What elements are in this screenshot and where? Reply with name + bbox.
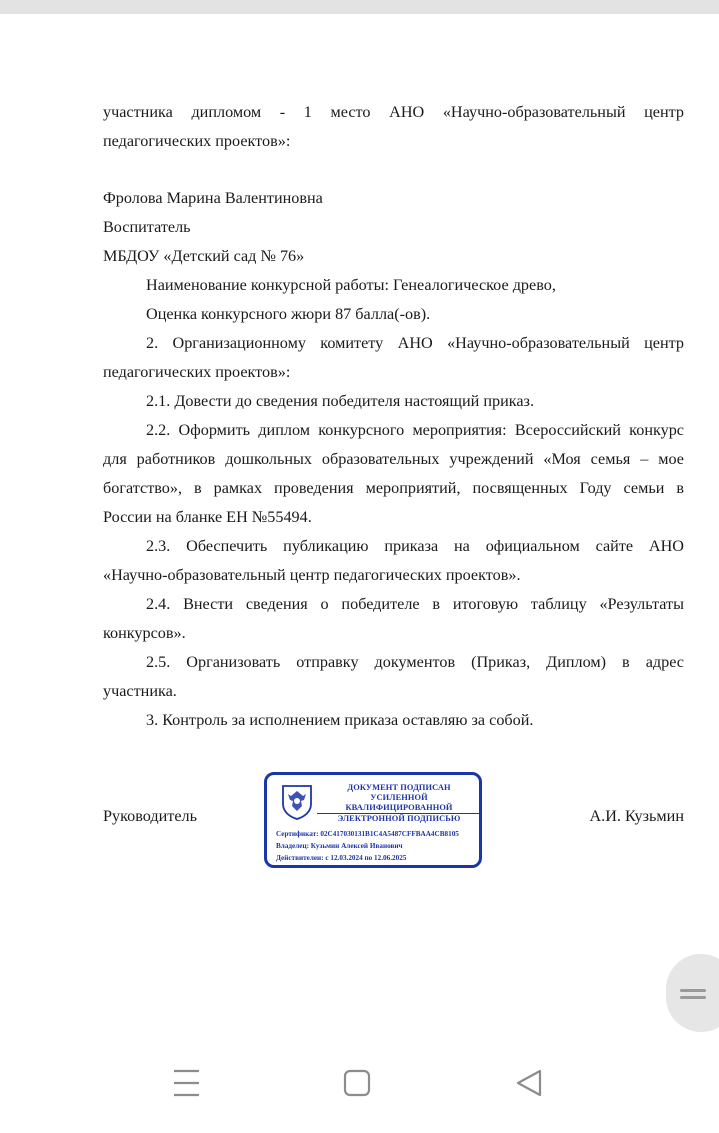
document-line: участника.: [103, 682, 177, 700]
document-line: педагогических проектов»:: [103, 132, 291, 150]
document-line: Оценка конкурсного жюри 87 балла(-ов).: [146, 305, 431, 323]
stamp-title: ДОКУМЕНТ ПОДПИСАН УСИЛЕННОЙ КВАЛИФИЦИРОВАННОЙ ЭЛЕКТРОННОЙ ПОДПИСЬЮ: [317, 783, 481, 824]
document-line: Наименование конкурсной работы: Генеалогическое древо,: [146, 276, 556, 294]
document-line: 2.1. Довести до сведения победителя настоящий приказ.: [146, 392, 534, 410]
document-line: «Научно-образовательный центр педагогических проектов».: [103, 566, 521, 584]
paragraph-gap: [103, 156, 684, 184]
document-line: для работников дошкольных образовательных учреждений «Моя семья – мое: [103, 450, 684, 468]
document-line: педагогических проектов»:: [103, 363, 291, 381]
document-line: 3. Контроль за исполнением приказа оставляю за собой.: [146, 711, 534, 729]
coat-of-arms-icon: [280, 784, 314, 820]
home-square-icon[interactable]: [337, 1068, 377, 1100]
document-line: России на бланке ЕН №55494.: [103, 508, 312, 526]
document-line: 2. Организационному комитету АНО «Научно-образовательный центр: [146, 334, 684, 352]
stamp-certificate: Сертификат: 02C417030131B1C4A5487CFFBAA4CB8105: [276, 830, 459, 838]
scroll-handle-line: [680, 989, 706, 992]
scroll-handle-line: [680, 996, 706, 999]
document-body: [103, 98, 684, 735]
document-line: 2.5. Организовать отправку документов (Приказ, Диплом) в адрес: [146, 653, 684, 671]
stamp-validity: Действителен: с 12.03.2024 по 12.06.2025: [276, 854, 407, 862]
stamp-owner: Владелец: Кузьмин Алексей Иванович: [276, 842, 403, 850]
document-line: богатство», в рамках проведения мероприятий, посвященных Году семьи в: [103, 479, 684, 497]
document-line: 2.3. Обеспечить публикацию приказа на официальном сайте АНО: [146, 537, 684, 555]
back-triangle-icon[interactable]: [508, 1068, 548, 1100]
document-line: Воспитатель: [103, 218, 191, 236]
menu-icon[interactable]: [166, 1068, 206, 1100]
document-line: 2.4. Внести сведения о победителе в итоговую таблицу «Результаты: [146, 595, 684, 613]
signature-name: А.И. Кузьмин: [589, 807, 684, 825]
electronic-signature-stamp: [264, 772, 482, 868]
document-line: конкурсов».: [103, 624, 186, 642]
signature-role: Руководитель: [103, 807, 198, 825]
top-status-strip: [0, 0, 719, 14]
document-line: 2.2. Оформить диплом конкурсного мероприятия: Всероссийский конкурс: [146, 421, 684, 439]
system-navigation-bar: [0, 1040, 719, 1133]
document-line: Фролова Марина Валентиновна: [103, 189, 323, 207]
document-line: МБДОУ «Детский сад № 76»: [103, 247, 305, 265]
fast-scroll-handle[interactable]: [666, 954, 719, 1032]
document-line: участника дипломом - 1 место АНО «Научно-образовательный центр: [103, 103, 684, 121]
